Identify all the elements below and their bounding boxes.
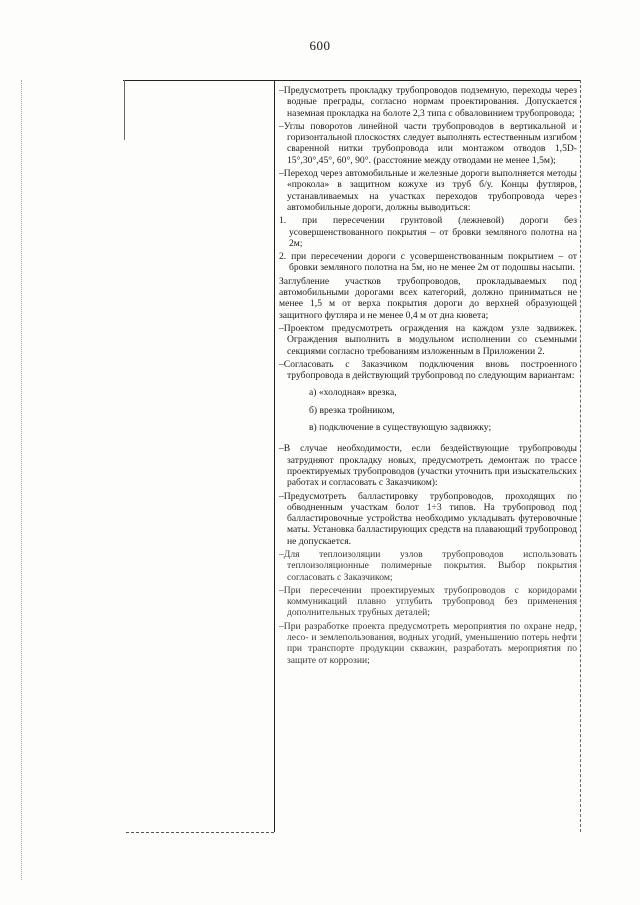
left-margin-line xyxy=(21,80,22,880)
table-left-edge xyxy=(124,80,125,140)
requirements-text xyxy=(279,85,577,668)
requirement-paved-road: 2. при пересечении дороги с усовершенствованным покрытием – от бровки земляного полотна на 5м, но не менее 2м от подошвы насыпи. xyxy=(279,251,577,274)
requirement-dirt-road: 1. при пересечении грунтовой (лежневой) дороги без усовершенствованного покрытия – от бровки земляного полотна на 2м; xyxy=(279,215,577,249)
requirement-corridor-crossing: –При пересечении проектируемых трубопроводов с коридорами коммуникаций плавно углубить трубопровод без применения дополнительных трубных деталей; xyxy=(279,584,577,619)
option-valve-connection: в) подключение в существующую задвижку; xyxy=(309,422,492,434)
requirement-connection: –Согласовать с Заказчиком подключения вновь построенного трубопровода в действующий трубопровод по следующим вариантам: xyxy=(279,358,577,382)
requirement-road-crossing: –Переход через автомобильные и железные дороги выполняется методы «прокола» в защитном кожухе из труб б/у. Концы футляров, устанавливаемых на участках переходов трубопровода через автомобильные дороги, должны выводиться: xyxy=(279,168,577,213)
requirement-insulation: –Для теплоизоляции узлов трубопроводов использовать теплоизоляционные полимерные покрытия. Выбор покрытия согласовать с Заказчиком; xyxy=(279,548,577,583)
page-number: 600 xyxy=(309,38,331,53)
requirement-bend-angles: –Углы поворотов линейной части трубопроводов в вертикальной и горизонтальной плоскостях следует выполнять естественным изгибом сваренной нитки трубопровода или монтажом отводов 1,5D-15°,30°,45°, 60°, 90°. (расстояние между отводами не менее 1,5м); xyxy=(279,120,577,166)
option-cold-tap: а) «холодная» врезка, xyxy=(309,387,397,399)
option-tee-tap: б) врезка тройником, xyxy=(309,404,395,416)
requirement-burial-depth: Заглубление участков трубопроводов, прокладываемых под автомобильными дорогами всех категорий, должно приниматься не менее 1,5 м от верха покрытия дороги до верхней образующей защитного футляра и не менее 0,4 м от дна кювета; xyxy=(279,275,577,321)
requirement-dismantling: –В случае необходимости, если бездействующие трубопроводы затрудняют прокладку новых, предусмотреть демонтаж по трассе проектируемых трубопроводов (участки уточнить при изыскательских работах и согласовать с Заказчиком): xyxy=(279,443,577,489)
table-right-border xyxy=(580,80,581,832)
requirement-fencing: –Проектом предусмотреть ограждения на каждом узле задвижек. Ограждения выполнить в модульном исполнении со съемными секциями согласно требованиям изложенным в Приложении 2. xyxy=(279,322,577,357)
column-divider xyxy=(274,80,275,832)
left-column-bottom-dash xyxy=(126,832,274,833)
requirement-pipeline-laying: –Предусмотреть прокладку трубопроводов подземную, переходы через водные преграды, согласно нормам проектирования. Допускается наземная прокладка на болоте 2,3 типа с обваловинием трубопровода; xyxy=(279,85,577,119)
requirement-ballasting: –Предусмотреть балластировку трубопроводов, проходящих по обводненным участкам болот 1÷3 типов. На трубопровод под балластировочные устройства необходимо укладывать футеровочные маты. Установка балластирующих средств на плавающий трубопровод не допускается. xyxy=(279,490,577,547)
requirement-environment: –При разработке проекта предусмотреть мероприятия по охране недр, лесо- и землепользования, водных угодий, уменьшению потерь нефти при транспорте продукции скважин, разработать мероприятия по защите от коррозии; xyxy=(279,620,577,666)
